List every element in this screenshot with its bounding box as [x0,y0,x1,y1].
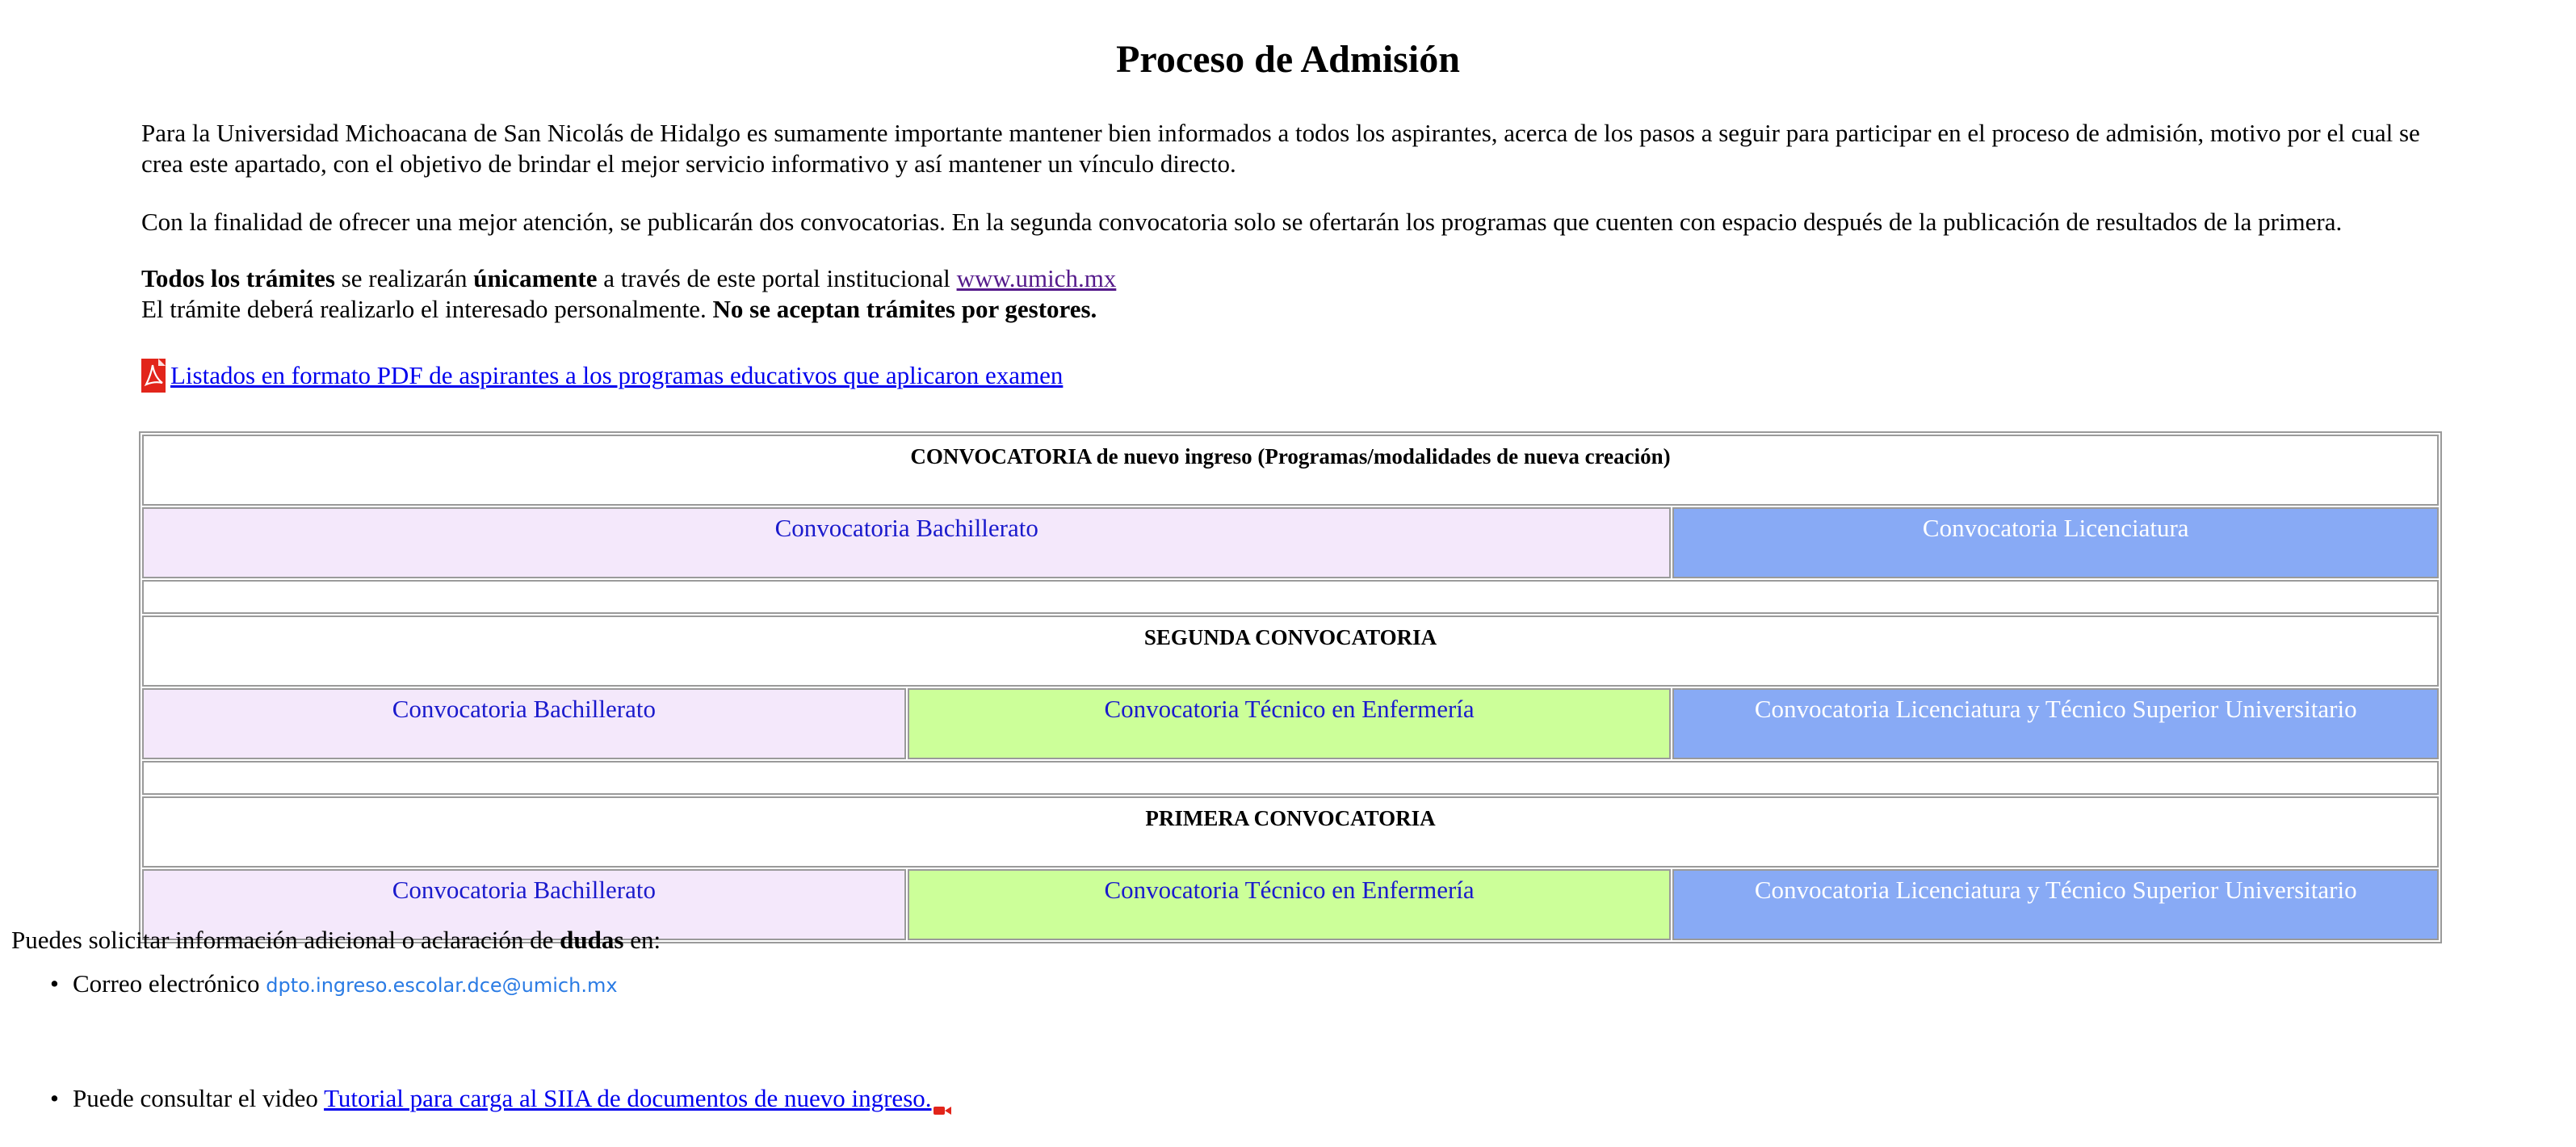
cell-primera-enfermeria[interactable] [908,869,1672,940]
bold-no-gestores: No se aceptan trámites por gestores. [712,295,1097,323]
pdf-listados [141,359,2443,399]
contact-email[interactable]: dpto.ingreso.escolar.dce@umich.mx [266,974,618,997]
tutorial-video-link[interactable]: Tutorial para carga al SIIA de documentos de nuevo ingreso. [324,1084,932,1112]
info-text: Puedes solicitar información adicional o aclaración de dudas en: [11,926,661,954]
cell-segunda-licenciatura[interactable] [1672,688,2439,759]
pdf-icon [141,359,166,393]
convocatoria-licenciatura-segunda-link[interactable]: Convocatoria Licenciatura y Técnico Superior Universitario [1754,695,2357,723]
intro-paragraph-1: Para la Universidad Michoacana de San Nicolás de Hidalgo es sumamente importante mantener bien informados a todos los aspirantes, acerca de los pasos a seguir para participar en el proceso de admisión, motivo por el cual se crea este apartado, con el objetivo de brindar el mejor servicio informativo y así mantener un vínculo directo. [141,119,2420,178]
section-heading-nuevo-ingreso: CONVOCATORIA de nuevo ingreso (Programas/modalidades de nueva creación) [142,435,2439,506]
convocatoria-licenciatura-primera-link[interactable]: Convocatoria Licenciatura y Técnico Superior Universitario [1754,876,2357,904]
convocatoria-bachillerato-segunda-link[interactable]: Convocatoria Bachillerato [392,695,656,723]
contact-list [0,969,951,1113]
page-title: Proceso de Admisión [1116,38,1460,81]
convocatoria-bachillerato-primera-link[interactable]: Convocatoria Bachillerato [392,876,656,904]
convocatoria-bachillerato-nuevo-link[interactable]: Convocatoria Bachillerato [774,514,1038,542]
convocatoria-enfermeria-segunda-link[interactable]: Convocatoria Técnico en Enfermería [1104,695,1475,723]
convocatorias-table [139,431,2442,943]
section-heading-primera: PRIMERA CONVOCATORIA [142,796,2439,868]
convocatoria-enfermeria-primera-link[interactable]: Convocatoria Técnico en Enfermería [1104,876,1475,904]
cell-nuevo-licenciatura[interactable] [1672,507,2439,578]
list-item-email: • Correo electrónico dpto.ingreso.escolar.dce@umich.mx [73,969,951,998]
umich-portal-link[interactable]: www.umich.mx [956,264,1117,292]
convocatoria-licenciatura-nuevo-link[interactable]: Convocatoria Licenciatura [1922,514,2189,542]
bold-unicamente: únicamente [473,264,598,292]
intro-paragraph-3: Todos los trámites se realizarán únicamente a través de este portal institucional www.umich.mx El trámite deberá realizarlo el interesado personalmente. No se aceptan trámites por gestores. [141,264,1117,323]
intro-paragraph-2: Con la finalidad de ofrecer una mejor atención, se publicarán dos convocatorias. En la segunda convocatoria solo se ofertarán los programas que cuenten con espacio después de la publicación de resultados de la primera. [141,208,2343,236]
cell-segunda-bachillerato[interactable] [142,688,906,759]
spacer-row [142,761,2439,795]
spacer-row [142,580,2439,614]
bold-dudas: dudas [560,926,624,954]
cell-segunda-enfermeria[interactable] [908,688,1672,759]
section-heading-segunda: SEGUNDA CONVOCATORIA [142,616,2439,687]
pdf-listados-link[interactable]: Listados en formato PDF de aspirantes a los programas educativos que aplicaron examen [141,359,1063,393]
video-camera-icon [933,1094,951,1107]
bold-todos-tramites: Todos los trámites [141,264,335,292]
list-item-video: • Puede consultar el video Tutorial para carga al SIIA de documentos de nuevo ingreso. [73,1084,951,1113]
cell-nuevo-bachillerato[interactable] [142,507,1671,578]
cell-primera-licenciatura[interactable] [1672,869,2439,940]
